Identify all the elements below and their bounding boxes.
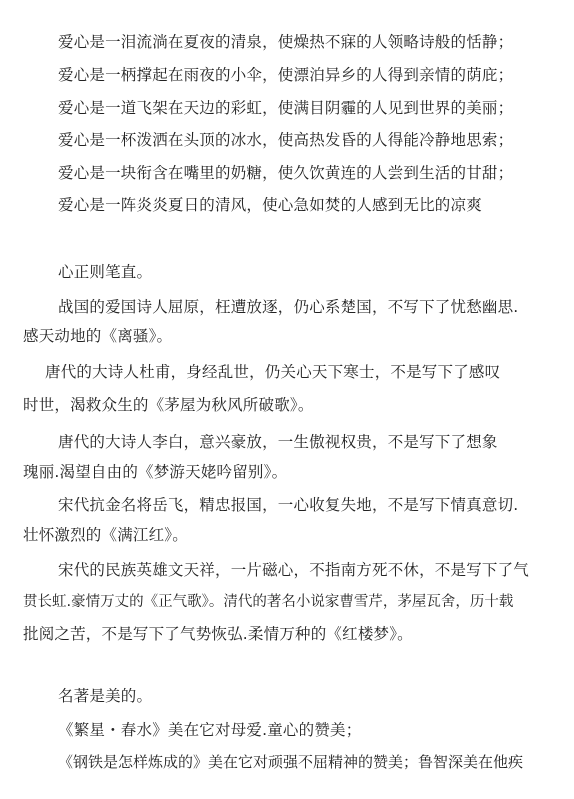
- text-line: 爱心是一阵炎炎夏日的清风，使心急如焚的人感到无比的凉爽: [58, 196, 482, 214]
- text-line: 贯长虹.豪情万丈的《正气歌》。清代的著名小说家曹雪芹，茅屋瓦舍，历十载: [23, 594, 514, 610]
- text-line: 唐代的大诗人李白，意兴豪放，一生傲视权贵，不是写下了想象: [58, 433, 498, 451]
- text-line: 爱心是一道飞架在天边的彩虹，使满目阴霾的人见到世界的美丽；: [58, 99, 514, 117]
- text-line: 瑰丽.渴望自由的《梦游天姥吟留别》。: [23, 463, 288, 481]
- text-line: 唐代的大诗人杜甫，身经乱世，仍关心天下寒士，不是写下了感叹: [45, 363, 501, 381]
- text-line: 爱心是一泪流淌在夏夜的清泉，使燥热不寐的人领略诗般的恬静；: [58, 33, 514, 51]
- text-line: 批阅之苦，不是写下了气势恢弘.柔情万种的《红楼梦》。: [23, 625, 413, 643]
- section-heading: 名著是美的。: [58, 687, 153, 705]
- text-line: 爱心是一块衔含在嘴里的奶糖，使久饮黄连的人尝到生活的甘甜；: [58, 164, 514, 182]
- text-line: 宋代抗金名将岳飞，精忠报国，一心收复失地，不是写下情真意切.: [58, 496, 519, 514]
- text-line: 爱心是一柄撑起在雨夜的小伞，使漂泊异乡的人得到亲情的荫庇；: [58, 66, 514, 84]
- text-line: 《钢铁是怎样炼成的》美在它对顽强不屈精神的赞美；鲁智深美在他疾: [58, 753, 524, 771]
- text-line: 宋代的民族英雄文天祥，一片磁心，不指南方死不休，不是写下了气: [58, 561, 530, 579]
- text-line: 战国的爱国诗人屈原，枉遭放逐，仍心系楚国，不写下了忧愁幽思.: [58, 298, 519, 316]
- text-line: 壮怀激烈的《满江红》。: [23, 526, 188, 544]
- section-heading: 心正则笔直。: [58, 263, 153, 281]
- text-line: 爱心是一杯泼洒在头顶的冰水，使高热发昏的人得能冷静地思索；: [58, 131, 514, 149]
- text-line: 感天动地的《离骚》。: [23, 327, 173, 345]
- text-line: 《繁星・春水》美在它对母爱.童心的赞美；: [58, 721, 362, 739]
- text-line: 时世，渴救众生的《茅屋为秋风所破歌》。: [23, 396, 314, 414]
